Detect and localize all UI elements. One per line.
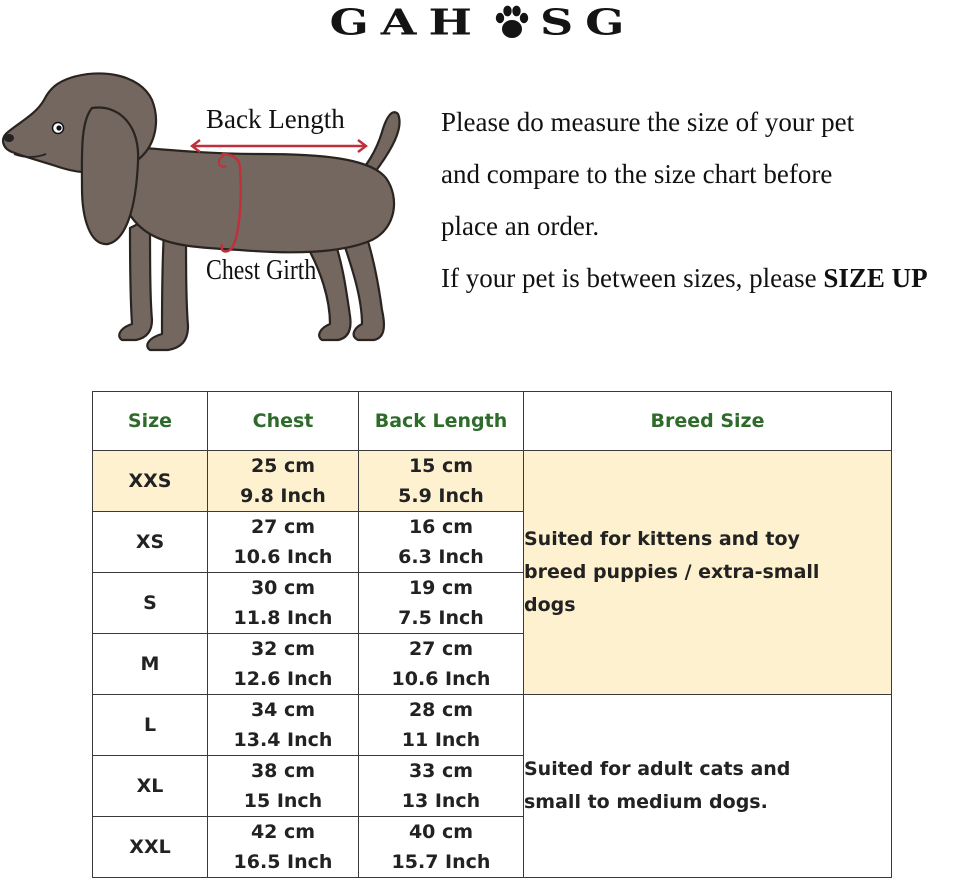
back-length-cell [359, 573, 524, 634]
size-chart-table [92, 391, 892, 878]
chest-cell [208, 573, 359, 634]
chest-cell [208, 451, 359, 512]
instruction-line-4-text: If your pet is between sizes, please [441, 263, 824, 293]
paw-print-icon [492, 2, 532, 42]
size-cell: S [93, 573, 208, 634]
back-length-cell [359, 756, 524, 817]
chest-cell [208, 634, 359, 695]
brand-logo [0, 0, 966, 44]
back-length-cell [359, 512, 524, 573]
chest-cm: 30 cm [250, 577, 316, 599]
back-cm: 27 cm [408, 638, 474, 660]
chest-cm: 38 cm [250, 760, 316, 782]
header-breed-size: Breed Size [524, 392, 892, 451]
back-cm: 19 cm [408, 577, 474, 599]
chest-cell [208, 756, 359, 817]
chest-cell [208, 817, 359, 878]
chest-cm: 42 cm [250, 821, 316, 843]
size-up-emphasis: SIZE UP [823, 263, 928, 293]
table-row [93, 451, 892, 512]
header-size: Size [93, 392, 208, 451]
size-cell: L [93, 695, 208, 756]
breed-line: breed puppies / extra-small [524, 561, 820, 583]
chest-cm: 32 cm [250, 638, 316, 660]
chest-inch: 15 Inch [243, 790, 323, 812]
chest-girth-label: Chest Girth [206, 254, 317, 286]
dog-measurement-illustration [0, 58, 420, 378]
header-back-length: Back Length [359, 392, 524, 451]
back-length-cell [359, 695, 524, 756]
size-cell: XXL [93, 817, 208, 878]
chest-inch: 10.6 Inch [233, 546, 333, 568]
back-cm: 16 cm [408, 516, 474, 538]
instruction-line-3: place an order. [441, 211, 600, 241]
back-length-cell [359, 451, 524, 512]
instruction-line-2: and compare to the size chart before [441, 159, 833, 189]
back-inch: 10.6 Inch [391, 668, 491, 690]
instruction-line-1: Please do measure the size of your pet [441, 107, 855, 137]
brand-text-left: GAH [329, 0, 484, 44]
back-inch: 15.7 Inch [391, 851, 491, 873]
brand-text-right: SG [539, 0, 637, 44]
back-length-cell [359, 817, 524, 878]
table-row [93, 695, 892, 756]
size-cell: M [93, 634, 208, 695]
chest-inch: 12.6 Inch [233, 668, 333, 690]
chest-inch: 11.8 Inch [233, 607, 333, 629]
size-cell: XL [93, 756, 208, 817]
chest-cell [208, 512, 359, 573]
back-cm: 40 cm [408, 821, 474, 843]
chest-inch: 13.4 Inch [233, 729, 333, 751]
back-cm: 15 cm [408, 455, 474, 477]
back-length-cell [359, 634, 524, 695]
chest-cm: 34 cm [250, 699, 316, 721]
back-length-label: Back Length [206, 104, 345, 134]
header-chest: Chest [208, 392, 359, 451]
back-inch: 7.5 Inch [398, 607, 484, 629]
back-inch: 5.9 Inch [398, 485, 484, 507]
back-inch: 11 Inch [401, 729, 481, 751]
chest-inch: 16.5 Inch [233, 851, 333, 873]
breed-size-cell-small [524, 451, 892, 695]
breed-line: dogs [524, 594, 576, 616]
back-inch: 13 Inch [401, 790, 481, 812]
chest-cm: 27 cm [250, 516, 316, 538]
chest-inch: 9.8 Inch [240, 485, 326, 507]
instruction-line-4 [441, 256, 966, 308]
breed-line: Suited for kittens and toy [524, 528, 800, 550]
breed-size-cell-medium [524, 695, 892, 878]
size-cell: XS [93, 512, 208, 573]
breed-line: Suited for adult cats and [524, 758, 791, 780]
chest-cm: 25 cm [250, 455, 316, 477]
measurement-instructions [441, 100, 966, 308]
back-cm: 28 cm [408, 699, 474, 721]
chest-cell [208, 695, 359, 756]
back-inch: 6.3 Inch [398, 546, 484, 568]
breed-line: small to medium dogs. [524, 791, 768, 813]
size-cell: XXS [93, 451, 208, 512]
back-cm: 33 cm [408, 760, 474, 782]
table-header-row [93, 392, 892, 451]
